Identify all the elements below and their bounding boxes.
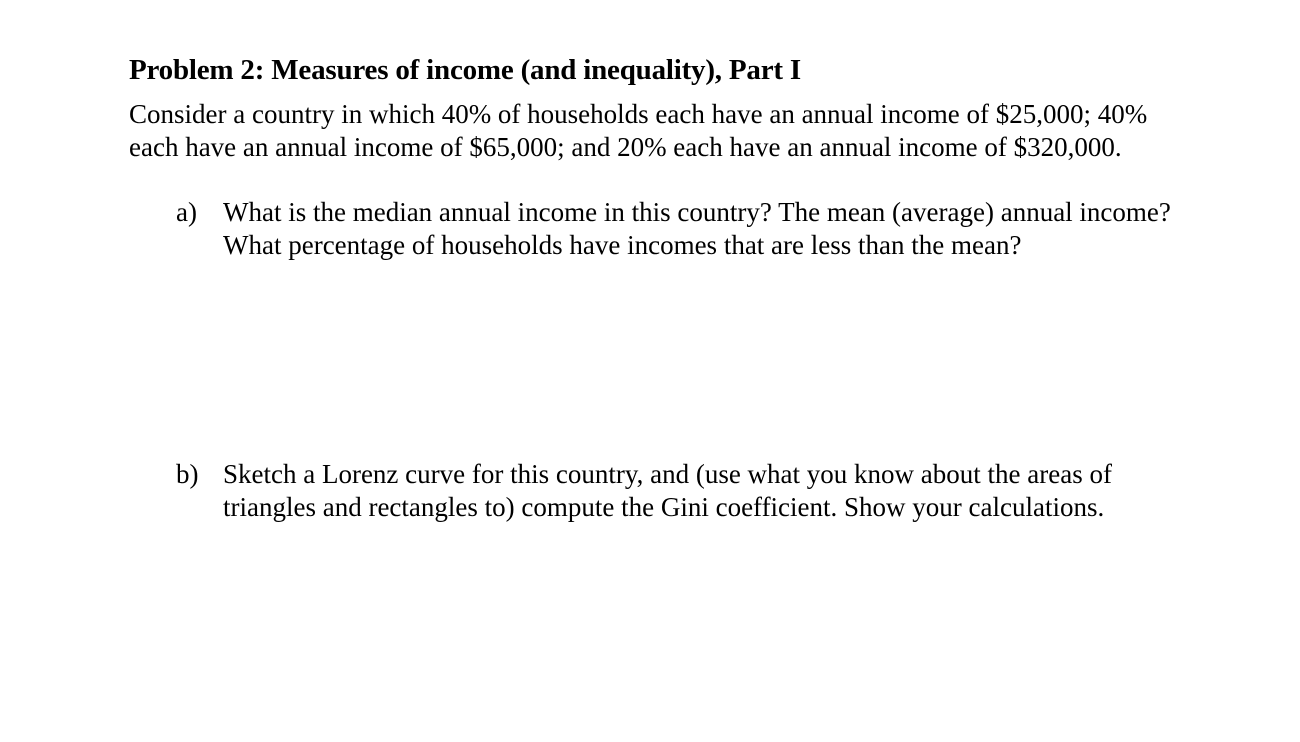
- intro-line-2: each have an annual income of $65,000; and 20% each have an annual income of $320,000.: [129, 132, 1122, 162]
- question-a-text: [223, 196, 1273, 262]
- question-b-line-2: triangles and rectangles to) compute the Gini coefficient. Show your calculations.: [223, 492, 1105, 522]
- question-b: [176, 458, 1276, 528]
- question-b-marker: b): [176, 459, 199, 489]
- question-a-line-2: What percentage of households have incomes that are less than the mean?: [223, 230, 1022, 260]
- question-a: [176, 196, 1276, 266]
- question-b-line-1: Sketch a Lorenz curve for this country, and (use what you know about the areas of: [223, 459, 1112, 489]
- question-b-text: [223, 458, 1273, 524]
- question-a-line-1: What is the median annual income in this country? The mean (average) annual income?: [223, 197, 1171, 227]
- intro-line-1: Consider a country in which 40% of households each have an annual income of $25,000; 40%: [129, 99, 1148, 129]
- problem-intro: [129, 98, 1249, 164]
- problem-title: Problem 2: Measures of income (and inequality), Part I: [129, 54, 801, 86]
- question-a-marker: a): [176, 197, 197, 227]
